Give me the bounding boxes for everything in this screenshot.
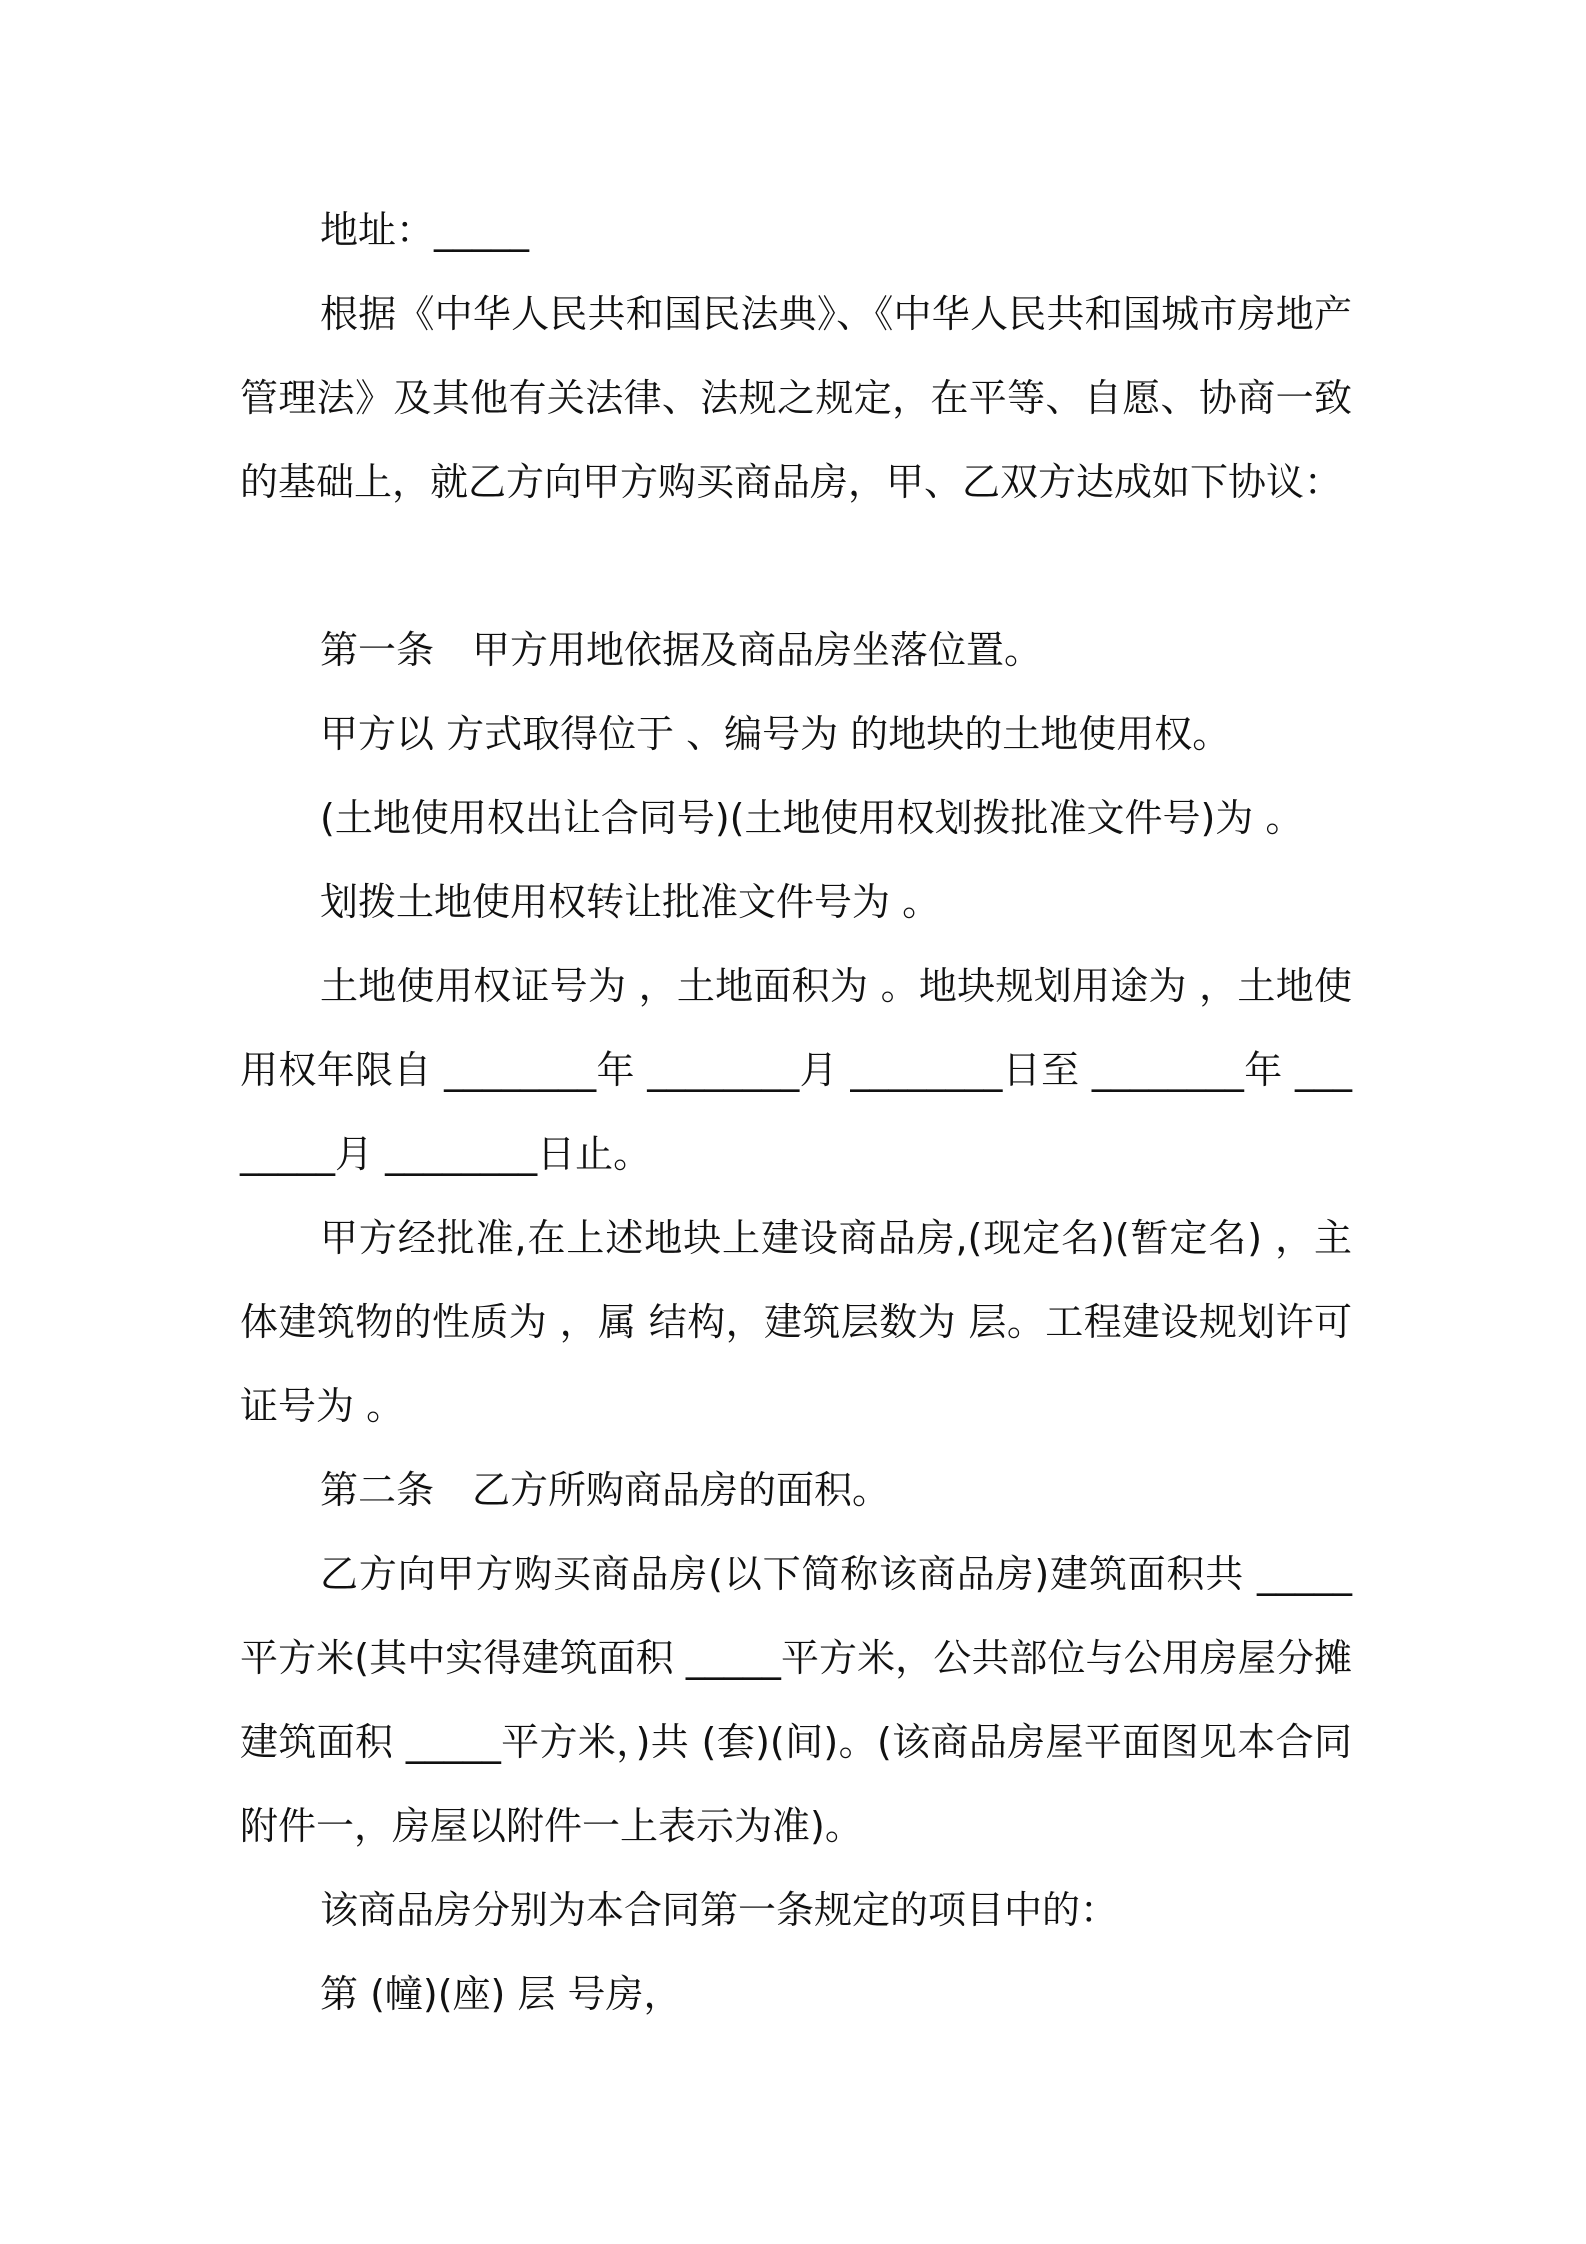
article-1-paragraph-1: 甲方以 方式取得位于 、编号为 的地块的土地使用权。 — [320, 712, 1231, 756]
article-2-paragraph-1: 乙方向甲方购买商品房(以下简称该商品房)建筑面积共 _____平方米(其中实得建筑面积 _____平方米，公共部位与公用房屋分摊建筑面积 _____平方米，)共 (套)(间)。(该商品房屋平面图见本合同附件一，房屋以附件一上表示为准)。 — [240, 1552, 1352, 1848]
article-1-paragraph-5: 甲方经批准,在上述地块上建设商品房,(现定名)(暂定名) ，主体建筑物的性质为 ，属 结构，建筑层数为 层。工程建设规划许可证号为 。 — [240, 1216, 1352, 1428]
article-2-paragraph-3: 第 (幢)(座) 层 号房， — [320, 1972, 682, 2016]
article-1-paragraph-2: (土地使用权出让合同号)(土地使用权划拨批准文件号)为 。 — [320, 796, 1304, 840]
preamble-paragraph: 根据《中华人民共和国民法典》、《中华人民共和国城市房地产管理法》及其他有关法律、法规之规定，在平等、自愿、协商一致的基础上，就乙方向甲方购买商品房，甲、乙双方达成如下协议： — [240, 292, 1352, 504]
article-2-paragraph-2: 该商品房分别为本合同第一条规定的项目中的： — [320, 1888, 1119, 1932]
article-1-paragraph-3: 划拨土地使用权转让批准文件号为 。 — [320, 880, 941, 924]
address-line: 地址：_____ — [320, 208, 530, 252]
article-1-paragraph-4: 土地使用权证号为 ，土地面积为 。地块规划用途为 ，土地使用权年限自 ________年 ________月 ________日至 ________年 ________月 ________日止。 — [240, 964, 1352, 1176]
article-2-title: 第二条 乙方所购商品房的面积。 — [320, 1468, 891, 1512]
article-1-title: 第一条 甲方用地依据及商品房坐落位置。 — [320, 628, 1043, 672]
